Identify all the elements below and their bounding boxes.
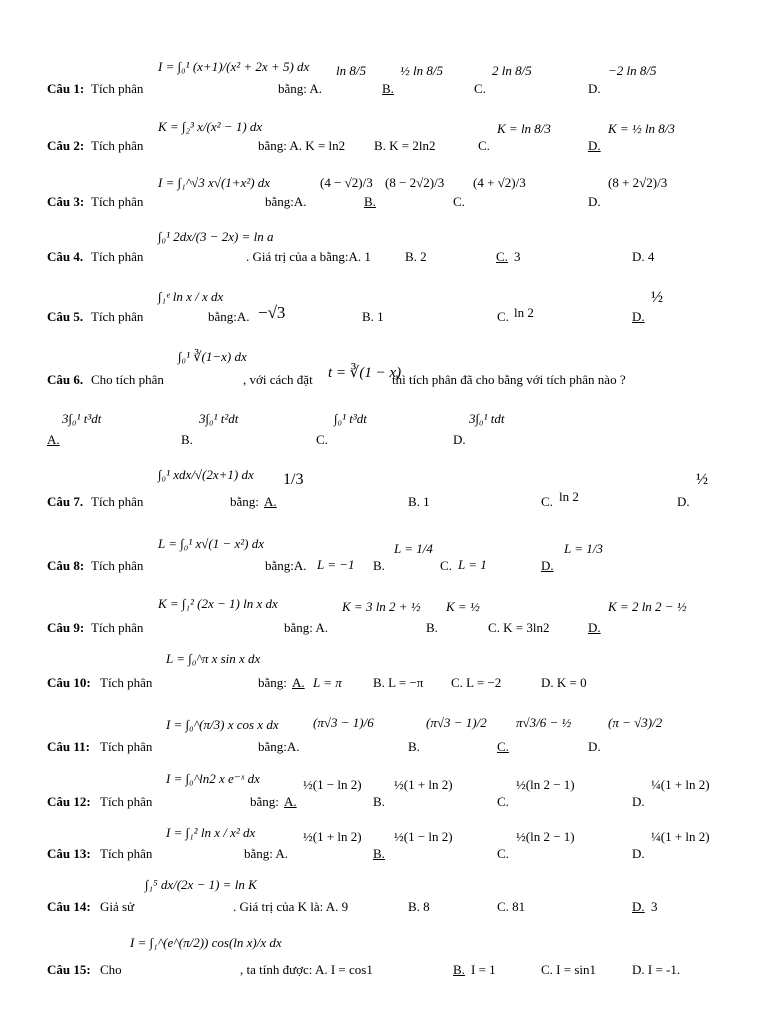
- answer-prompt: bằng:: [258, 675, 287, 690]
- option-c: C. L = −2: [451, 675, 502, 690]
- question-label: Câu 1:: [47, 81, 85, 96]
- option-c: ln 2: [514, 305, 534, 320]
- option-d-label: D.: [588, 138, 601, 153]
- option-c: K = ln 8/3: [497, 121, 551, 136]
- option-c: 3: [514, 249, 521, 264]
- option-b: B. K = 2ln2: [374, 138, 436, 153]
- question-stem: Cho: [100, 962, 122, 977]
- option-c-label: C.: [541, 494, 553, 509]
- option-c-label: C.: [496, 249, 508, 264]
- option-c: C. I = sin1: [541, 962, 597, 977]
- integral-expression: ∫₁ᵉ ln x / x dx: [158, 289, 224, 304]
- integral-expression: I = ∫₀¹ (x+1)/(x² + 2x + 5) dx: [158, 59, 310, 74]
- option-d: K = 2 ln 2 − ½: [608, 599, 687, 614]
- option-c: (4 + √2)/3: [473, 175, 526, 190]
- option-b-label: B.: [373, 846, 385, 861]
- question-stem: Tích phân: [100, 739, 153, 754]
- option-d: D. K = 0: [541, 675, 587, 690]
- question-tail: thì tích phân đã cho bằng với tích phân nào ?: [392, 372, 626, 387]
- question-stem: Tích phân: [91, 194, 144, 209]
- option-a: L = −1: [317, 557, 355, 572]
- option-b-label: B.: [364, 194, 376, 209]
- option-a: −√3: [258, 303, 286, 322]
- option-c-label: C.: [497, 739, 509, 754]
- option-a: ln 8/5: [336, 63, 366, 78]
- integral-expression: I = ∫₀^(π/3) x cos x dx: [166, 717, 279, 732]
- option-d-label: D.: [588, 194, 601, 209]
- option-a: bằng: A. K = ln2: [258, 138, 346, 153]
- option-b-label: B.: [408, 739, 420, 754]
- option-d: D. 4: [632, 249, 655, 264]
- option-b: ½(1 − ln 2): [394, 829, 453, 844]
- question-label: Câu 12:: [47, 794, 91, 809]
- answer-prompt: bằng:A.: [265, 558, 307, 573]
- option-b: B. 1: [362, 309, 384, 324]
- integral-expression: ∫₀¹ xdx/√(2x+1) dx: [158, 467, 254, 482]
- option-b-label: B.: [373, 794, 385, 809]
- question-label: Câu 10:: [47, 675, 91, 690]
- option-a: . Giá trị của a bằng:A. 1: [246, 249, 371, 264]
- answer-prompt: bằng: A.: [244, 846, 289, 861]
- question-stem: Cho tích phân: [91, 372, 164, 387]
- option-c-label: C.: [497, 309, 509, 324]
- option-c: ½(ln 2 − 1): [516, 829, 575, 844]
- answer-prompt: bằng:: [230, 494, 259, 509]
- option-d-label: D.: [453, 432, 466, 447]
- option-a: . Giá trị của K là: A. 9: [233, 899, 349, 914]
- option-b-label: B.: [453, 962, 465, 977]
- option-c: π√3/6 − ½: [516, 715, 572, 730]
- question-label: Câu 11:: [47, 739, 90, 754]
- option-d: ½: [696, 471, 708, 488]
- question-stem: Tích phân: [100, 675, 153, 690]
- option-d-label: D.: [632, 846, 645, 861]
- question-label: Câu 4.: [47, 249, 84, 264]
- option-a-label: A.: [284, 794, 297, 809]
- option-c: ½(ln 2 − 1): [516, 777, 575, 792]
- question-label: Câu 3:: [47, 194, 85, 209]
- option-d: L = 1/3: [564, 541, 603, 556]
- option-d-label: D.: [632, 899, 645, 914]
- question-label: Câu 2:: [47, 138, 85, 153]
- question-label: Câu 9:: [47, 620, 85, 635]
- option-a: ½(1 + ln 2): [303, 829, 362, 844]
- question-stem: Tích phân: [91, 309, 144, 324]
- option-d-label: D.: [677, 494, 690, 509]
- option-b: B. 2: [405, 249, 427, 264]
- integral-expression: ∫₀¹ 2dx/(3 − 2x) = ln a: [158, 229, 274, 244]
- option-a: K = 3 ln 2 + ½: [342, 599, 421, 614]
- option-b-label: B.: [426, 620, 438, 635]
- option-d: (8 + 2√2)/3: [608, 175, 668, 190]
- question-label: Câu 6.: [47, 372, 84, 387]
- answer-prompt: bằng:A.: [265, 194, 307, 209]
- option-c-label: C.: [497, 794, 509, 809]
- question-label: Câu 13:: [47, 846, 91, 861]
- integral-expression: I = ∫₁^(e^(π/2)) cos(ln x)/x dx: [130, 935, 282, 950]
- question-stem: Tích phân: [91, 558, 144, 573]
- option-d: 3∫₀¹ tdt: [469, 411, 505, 426]
- answer-prompt: bằng: A.: [278, 81, 323, 96]
- option-a-label: A.: [47, 432, 60, 447]
- option-d-label: D.: [588, 620, 601, 635]
- question-label: Câu 7.: [47, 494, 84, 509]
- option-c: C. 81: [497, 899, 526, 914]
- option-c-label: C.: [316, 432, 328, 447]
- option-d: (π − √3)/2: [608, 715, 663, 730]
- substitution-prompt: , với cách đặt: [243, 372, 313, 387]
- option-b: K = ½: [446, 599, 480, 614]
- option-b: B. 8: [408, 899, 430, 914]
- option-a: 1/3: [283, 471, 304, 488]
- option-a-label: A.: [264, 494, 277, 509]
- question-stem: Tích phân: [91, 494, 144, 509]
- question-stem: Tích phân: [91, 620, 144, 635]
- option-c: L = 1: [458, 557, 487, 572]
- option-a: ½(1 − ln 2): [303, 777, 362, 792]
- option-d: ¼(1 + ln 2): [651, 777, 710, 792]
- option-a: , ta tính được: A. I = cos1: [240, 962, 373, 977]
- question-label: Câu 8:: [47, 558, 85, 573]
- option-a: (π√3 − 1)/6: [313, 715, 374, 730]
- option-c-label: C.: [440, 558, 452, 573]
- question-stem: Tích phân: [100, 846, 153, 861]
- answer-prompt: bằng:A.: [258, 739, 300, 754]
- option-c-label: C.: [474, 81, 486, 96]
- option-b-label: B.: [181, 432, 193, 447]
- option-b: B. L = −π: [373, 675, 424, 690]
- integral-expression: ∫₁⁵ dx/(2x − 1) = ln K: [145, 877, 257, 892]
- option-d: D. I = -1.: [632, 962, 681, 977]
- option-d-label: D.: [588, 739, 601, 754]
- option-d-label: D.: [588, 81, 601, 96]
- option-c-label: C.: [478, 138, 490, 153]
- integral-expression: K = ∫₁² (2x − 1) ln x dx: [158, 596, 278, 611]
- option-a-label: A.: [292, 675, 305, 690]
- option-c: C. K = 3ln2: [488, 620, 550, 635]
- option-b: L = 1/4: [394, 541, 433, 556]
- question-stem: Tích phân: [91, 138, 144, 153]
- option-a: (4 − √2)/3: [320, 175, 373, 190]
- option-c: ln 2: [559, 489, 579, 504]
- option-a: L = π: [313, 675, 342, 690]
- option-c: 2 ln 8/5: [492, 63, 532, 78]
- integral-expression: L = ∫₀¹ x√(1 − x²) dx: [158, 536, 265, 551]
- option-b: ½(1 + ln 2): [394, 777, 453, 792]
- integral-expression: I = ∫₁² ln x / x² dx: [166, 825, 256, 840]
- option-b: 3∫₀¹ t²dt: [199, 411, 239, 426]
- option-b: (8 − 2√2)/3: [385, 175, 445, 190]
- option-d: 3: [651, 899, 658, 914]
- option-c: ∫₀¹ t³dt: [334, 411, 367, 426]
- option-c-label: C.: [497, 846, 509, 861]
- question-stem: Tích phân: [100, 794, 153, 809]
- option-d-label: D.: [632, 309, 645, 324]
- integral-expression: I = ∫₁^√3 x√(1+x²) dx: [158, 175, 271, 190]
- answer-prompt: bằng:A.: [208, 309, 250, 324]
- option-d: ½: [651, 289, 663, 306]
- question-stem: Tích phân: [91, 249, 144, 264]
- option-b-label: B.: [373, 558, 385, 573]
- question-stem: Tích phân: [91, 81, 144, 96]
- option-d: ¼(1 + ln 2): [651, 829, 710, 844]
- option-a: 3∫₀¹ t³dt: [62, 411, 102, 426]
- question-label: Câu 14:: [47, 899, 91, 914]
- integral-expression: ∫₀¹ ∛(1−x) dx: [178, 349, 247, 364]
- option-b-label: B.: [382, 81, 394, 96]
- option-b: I = 1: [471, 962, 496, 977]
- option-d: K = ½ ln 8/3: [608, 121, 675, 136]
- option-b: (π√3 − 1)/2: [426, 715, 487, 730]
- integral-expression: K = ∫₂³ x/(x² − 1) dx: [158, 119, 263, 134]
- question-label: Câu 15:: [47, 962, 91, 977]
- integral-expression: L = ∫₀^π x sin x dx: [166, 651, 261, 666]
- question-label: Câu 5.: [47, 309, 84, 324]
- question-stem: Giả sử: [100, 899, 135, 914]
- option-d-label: D.: [632, 794, 645, 809]
- option-c-label: C.: [453, 194, 465, 209]
- substitution-expression: t = ∛(1 − x): [328, 365, 402, 381]
- answer-prompt: bằng:: [250, 794, 279, 809]
- option-b: B. 1: [408, 494, 430, 509]
- answer-prompt: bằng: A.: [284, 620, 329, 635]
- integral-expression: I = ∫₀^ln2 x e⁻ˣ dx: [166, 771, 260, 786]
- option-d: −2 ln 8/5: [608, 63, 657, 78]
- option-d-label: D.: [541, 558, 554, 573]
- option-b: ½ ln 8/5: [400, 63, 443, 78]
